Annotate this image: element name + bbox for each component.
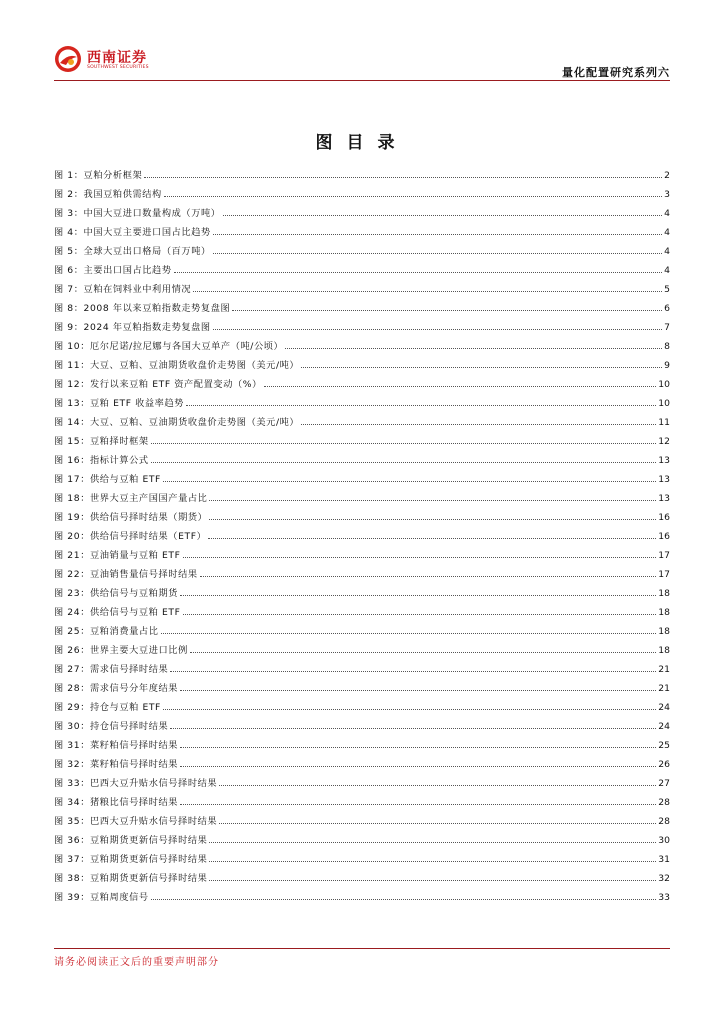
dot-leader bbox=[209, 500, 656, 501]
dot-leader bbox=[223, 215, 663, 216]
dot-leader bbox=[193, 291, 662, 292]
toc-entry-label[interactable]: 图 39：豆粕周度信号 bbox=[54, 892, 149, 903]
toc-entry-label[interactable]: 图 9：2024 年豆粕指数走势复盘图 bbox=[54, 322, 211, 333]
dot-leader bbox=[183, 614, 657, 615]
toc-entry[interactable] bbox=[54, 603, 670, 622]
toc-entry[interactable] bbox=[54, 831, 670, 850]
logo-emblem-icon bbox=[54, 45, 82, 73]
toc-entry[interactable] bbox=[54, 641, 670, 660]
dot-leader bbox=[164, 196, 662, 197]
toc-entry-page-number[interactable]: 13 bbox=[658, 474, 670, 485]
toc-entry[interactable] bbox=[54, 318, 670, 337]
toc-entry-label[interactable]: 图 33：巴西大豆升贴水信号择时结果 bbox=[54, 778, 218, 789]
toc-entry-label[interactable]: 图 22：豆油销售量信号择时结果 bbox=[54, 569, 198, 580]
dot-leader bbox=[180, 804, 656, 805]
toc-entry-page-number[interactable]: 28 bbox=[658, 797, 670, 808]
toc-entry-label[interactable]: 图 25：豆粕消费量占比 bbox=[54, 626, 159, 637]
toc-entry-page-number[interactable]: 4 bbox=[664, 265, 670, 276]
toc-entry-page-number[interactable]: 17 bbox=[658, 569, 670, 580]
dot-leader bbox=[264, 386, 656, 387]
dot-leader bbox=[219, 823, 656, 824]
toc-entry-page-number[interactable]: 3 bbox=[664, 189, 670, 200]
toc-entry-label[interactable]: 图 8：2008 年以来豆粕指数走势复盘图 bbox=[54, 303, 231, 314]
toc-entry-label[interactable]: 图 29：持仓与豆粕 ETF bbox=[54, 702, 161, 713]
toc-entry[interactable] bbox=[54, 394, 670, 413]
toc-entry-page-number[interactable]: 33 bbox=[658, 892, 670, 903]
toc-entry[interactable] bbox=[54, 166, 670, 185]
toc-entry[interactable] bbox=[54, 299, 670, 318]
toc-entry-label[interactable]: 图 11：大豆、豆粕、豆油期货收盘价走势图（美元/吨） bbox=[54, 360, 300, 371]
toc-entry-page-number[interactable]: 10 bbox=[658, 379, 670, 390]
toc-entry[interactable] bbox=[54, 660, 670, 679]
toc-entry-page-number[interactable]: 21 bbox=[658, 664, 670, 675]
toc-entry[interactable] bbox=[54, 432, 670, 451]
dot-leader bbox=[209, 519, 656, 520]
dot-leader bbox=[144, 177, 662, 178]
dot-leader bbox=[151, 899, 657, 900]
figure-list bbox=[54, 166, 670, 907]
toc-entry[interactable] bbox=[54, 679, 670, 698]
dot-leader bbox=[208, 538, 656, 539]
dot-leader bbox=[151, 443, 657, 444]
toc-entry-label[interactable]: 图 24：供给信号与豆粕 ETF bbox=[54, 607, 181, 618]
toc-entry[interactable] bbox=[54, 888, 670, 907]
toc-entry-label[interactable]: 图 28：需求信号分年度结果 bbox=[54, 683, 179, 694]
toc-entry-page-number[interactable]: 25 bbox=[658, 740, 670, 751]
dot-leader bbox=[183, 557, 657, 558]
toc-entry-page-number[interactable]: 18 bbox=[658, 645, 670, 656]
toc-entry-page-number[interactable]: 18 bbox=[658, 588, 670, 599]
toc-entry-label[interactable]: 图 13：豆粕 ETF 收益率趋势 bbox=[54, 398, 185, 409]
toc-entry-label[interactable]: 图 19：供给信号择时结果（期货） bbox=[54, 512, 208, 523]
dot-leader bbox=[209, 861, 656, 862]
toc-entry-page-number[interactable]: 2 bbox=[664, 170, 670, 181]
toc-entry-page-number[interactable]: 18 bbox=[658, 607, 670, 618]
dot-leader bbox=[209, 842, 656, 843]
dot-leader bbox=[161, 633, 657, 634]
toc-entry[interactable] bbox=[54, 755, 670, 774]
toc-entry-label[interactable]: 图 6：主要出口国占比趋势 bbox=[54, 265, 172, 276]
logo-chinese-name: 西南证券 bbox=[87, 50, 147, 66]
dot-leader bbox=[180, 747, 656, 748]
toc-entry[interactable] bbox=[54, 337, 670, 356]
dot-leader bbox=[163, 481, 656, 482]
dot-leader bbox=[213, 253, 662, 254]
toc-entry-page-number[interactable]: 17 bbox=[658, 550, 670, 561]
dot-leader bbox=[174, 272, 663, 273]
toc-entry[interactable] bbox=[54, 242, 670, 261]
toc-entry-label[interactable]: 图 23：供给信号与豆粕期货 bbox=[54, 588, 179, 599]
toc-entry[interactable] bbox=[54, 470, 670, 489]
toc-entry[interactable] bbox=[54, 527, 670, 546]
toc-entry-label[interactable]: 图 3：中国大豆进口数量构成（万吨） bbox=[54, 208, 221, 219]
dot-leader bbox=[163, 709, 656, 710]
toc-entry-page-number[interactable]: 31 bbox=[658, 854, 670, 865]
toc-entry-label[interactable]: 图 5：全球大豆出口格局（百万吨） bbox=[54, 246, 211, 257]
toc-entry-page-number[interactable]: 13 bbox=[658, 493, 670, 504]
toc-title: 图目录 bbox=[315, 133, 409, 153]
toc-entry[interactable] bbox=[54, 774, 670, 793]
dot-leader bbox=[190, 652, 656, 653]
toc-entry-label[interactable]: 图 18：世界大豆主产国国产量占比 bbox=[54, 493, 208, 504]
dot-leader bbox=[170, 728, 656, 729]
toc-entry-label[interactable]: 图 4：中国大豆主要进口国占比趋势 bbox=[54, 227, 211, 238]
toc-entry-label[interactable]: 图 16：指标计算公式 bbox=[54, 455, 149, 466]
dot-leader bbox=[301, 424, 656, 425]
toc-entry[interactable] bbox=[54, 508, 670, 527]
toc-entry[interactable] bbox=[54, 869, 670, 888]
dot-leader bbox=[186, 405, 656, 406]
toc-entry-label[interactable]: 图 38：豆粕期货更新信号择时结果 bbox=[54, 873, 208, 884]
toc-entry[interactable] bbox=[54, 546, 670, 565]
dot-leader bbox=[209, 880, 656, 881]
toc-entry-page-number[interactable]: 16 bbox=[658, 531, 670, 542]
toc-entry[interactable] bbox=[54, 223, 670, 242]
dot-leader bbox=[180, 595, 656, 596]
toc-entry-label[interactable]: 图 32：菜籽粕信号择时结果 bbox=[54, 759, 179, 770]
toc-entry[interactable] bbox=[54, 812, 670, 831]
dot-leader bbox=[219, 785, 656, 786]
toc-entry[interactable] bbox=[54, 584, 670, 603]
toc-entry-label[interactable]: 图 2：我国豆粕供需结构 bbox=[54, 189, 162, 200]
toc-entry-page-number[interactable]: 27 bbox=[658, 778, 670, 789]
toc-entry-label[interactable]: 图 12：发行以来豆粕 ETF 资产配置变动（%） bbox=[54, 379, 262, 390]
toc-entry-label[interactable]: 图 35：巴西大豆升贴水信号择时结果 bbox=[54, 816, 218, 827]
toc-entry-page-number[interactable]: 24 bbox=[658, 721, 670, 732]
toc-entry[interactable] bbox=[54, 717, 670, 736]
toc-entry[interactable] bbox=[54, 565, 670, 584]
dot-leader bbox=[151, 462, 657, 463]
toc-entry[interactable] bbox=[54, 451, 670, 470]
toc-entry[interactable] bbox=[54, 204, 670, 223]
toc-entry-page-number[interactable]: 32 bbox=[658, 873, 670, 884]
toc-entry-page-number[interactable]: 6 bbox=[664, 303, 670, 314]
dot-leader bbox=[232, 310, 662, 311]
toc-entry-label[interactable]: 图 7：豆粕在饲料业中利用情况 bbox=[54, 284, 192, 295]
toc-entry-label[interactable]: 图 26：世界主要大豆进口比例 bbox=[54, 645, 188, 656]
dot-leader bbox=[200, 576, 657, 577]
toc-entry-label[interactable]: 图 17：供给与豆粕 ETF bbox=[54, 474, 161, 485]
toc-entry[interactable] bbox=[54, 850, 670, 869]
toc-entry-page-number[interactable]: 7 bbox=[664, 322, 670, 333]
toc-entry-page-number[interactable]: 5 bbox=[664, 284, 670, 295]
toc-entry-page-number[interactable]: 11 bbox=[658, 417, 670, 428]
toc-entry-label[interactable]: 图 15：豆粕择时框架 bbox=[54, 436, 149, 447]
toc-entry-page-number[interactable]: 16 bbox=[658, 512, 670, 523]
dot-leader bbox=[180, 766, 656, 767]
toc-entry-label[interactable]: 图 30：持仓信号择时结果 bbox=[54, 721, 169, 732]
toc-entry-page-number[interactable]: 30 bbox=[658, 835, 670, 846]
toc-entry-page-number[interactable]: 24 bbox=[658, 702, 670, 713]
toc-entry-page-number[interactable]: 8 bbox=[664, 341, 670, 352]
company-logo bbox=[54, 45, 164, 75]
toc-entry-label[interactable]: 图 21：豆油销量与豆粕 ETF bbox=[54, 550, 181, 561]
footer-divider bbox=[54, 948, 670, 949]
dot-leader bbox=[285, 348, 662, 349]
toc-entry-page-number[interactable]: 4 bbox=[664, 227, 670, 238]
dot-leader bbox=[180, 690, 656, 691]
logo-english-name: SOUTHWEST SECURITIES bbox=[87, 65, 149, 70]
toc-entry-page-number[interactable]: 4 bbox=[664, 246, 670, 257]
toc-entry[interactable] bbox=[54, 736, 670, 755]
toc-entry-page-number[interactable]: 4 bbox=[664, 208, 670, 219]
toc-entry-label[interactable]: 图 1：豆粕分析框架 bbox=[54, 170, 143, 181]
toc-entry-page-number[interactable]: 9 bbox=[664, 360, 670, 371]
footer-disclaimer: 请务必阅读正文后的重要声明部分 bbox=[54, 957, 219, 968]
toc-entry[interactable] bbox=[54, 185, 670, 204]
toc-entry-page-number[interactable]: 18 bbox=[658, 626, 670, 637]
toc-entry[interactable] bbox=[54, 261, 670, 280]
toc-entry-label[interactable]: 图 31：菜籽粕信号择时结果 bbox=[54, 740, 179, 751]
toc-entry-page-number[interactable]: 21 bbox=[658, 683, 670, 694]
dot-leader bbox=[213, 329, 662, 330]
toc-entry[interactable] bbox=[54, 356, 670, 375]
dot-leader bbox=[301, 367, 662, 368]
toc-entry[interactable] bbox=[54, 698, 670, 717]
dot-leader bbox=[170, 671, 656, 672]
toc-entry-label[interactable]: 图 37：豆粕期货更新信号择时结果 bbox=[54, 854, 208, 865]
toc-entry[interactable] bbox=[54, 793, 670, 812]
toc-entry-page-number[interactable]: 12 bbox=[658, 436, 670, 447]
toc-entry-label[interactable]: 图 27：需求信号择时结果 bbox=[54, 664, 169, 675]
report-series-title: 量化配置研究系列六 bbox=[562, 66, 670, 79]
toc-entry-label[interactable]: 图 10：厄尔尼诺/拉尼娜与各国大豆单产（吨/公顷） bbox=[54, 341, 284, 352]
toc-entry-label[interactable]: 图 14：大豆、豆粕、豆油期货收盘价走势图（美元/吨） bbox=[54, 417, 300, 428]
toc-entry[interactable] bbox=[54, 413, 670, 432]
toc-entry-label[interactable]: 图 36：豆粕期货更新信号择时结果 bbox=[54, 835, 208, 846]
toc-entry-page-number[interactable]: 26 bbox=[658, 759, 670, 770]
toc-entry-label[interactable]: 图 34：猪粮比信号择时结果 bbox=[54, 797, 179, 808]
toc-entry[interactable] bbox=[54, 375, 670, 394]
toc-entry[interactable] bbox=[54, 622, 670, 641]
header-divider bbox=[54, 80, 670, 81]
toc-entry-page-number[interactable]: 13 bbox=[658, 455, 670, 466]
toc-entry-label[interactable]: 图 20：供给信号择时结果（ETF） bbox=[54, 531, 207, 542]
toc-entry[interactable] bbox=[54, 280, 670, 299]
toc-entry[interactable] bbox=[54, 489, 670, 508]
toc-entry-page-number[interactable]: 10 bbox=[658, 398, 670, 409]
dot-leader bbox=[213, 234, 662, 235]
toc-entry-page-number[interactable]: 28 bbox=[658, 816, 670, 827]
